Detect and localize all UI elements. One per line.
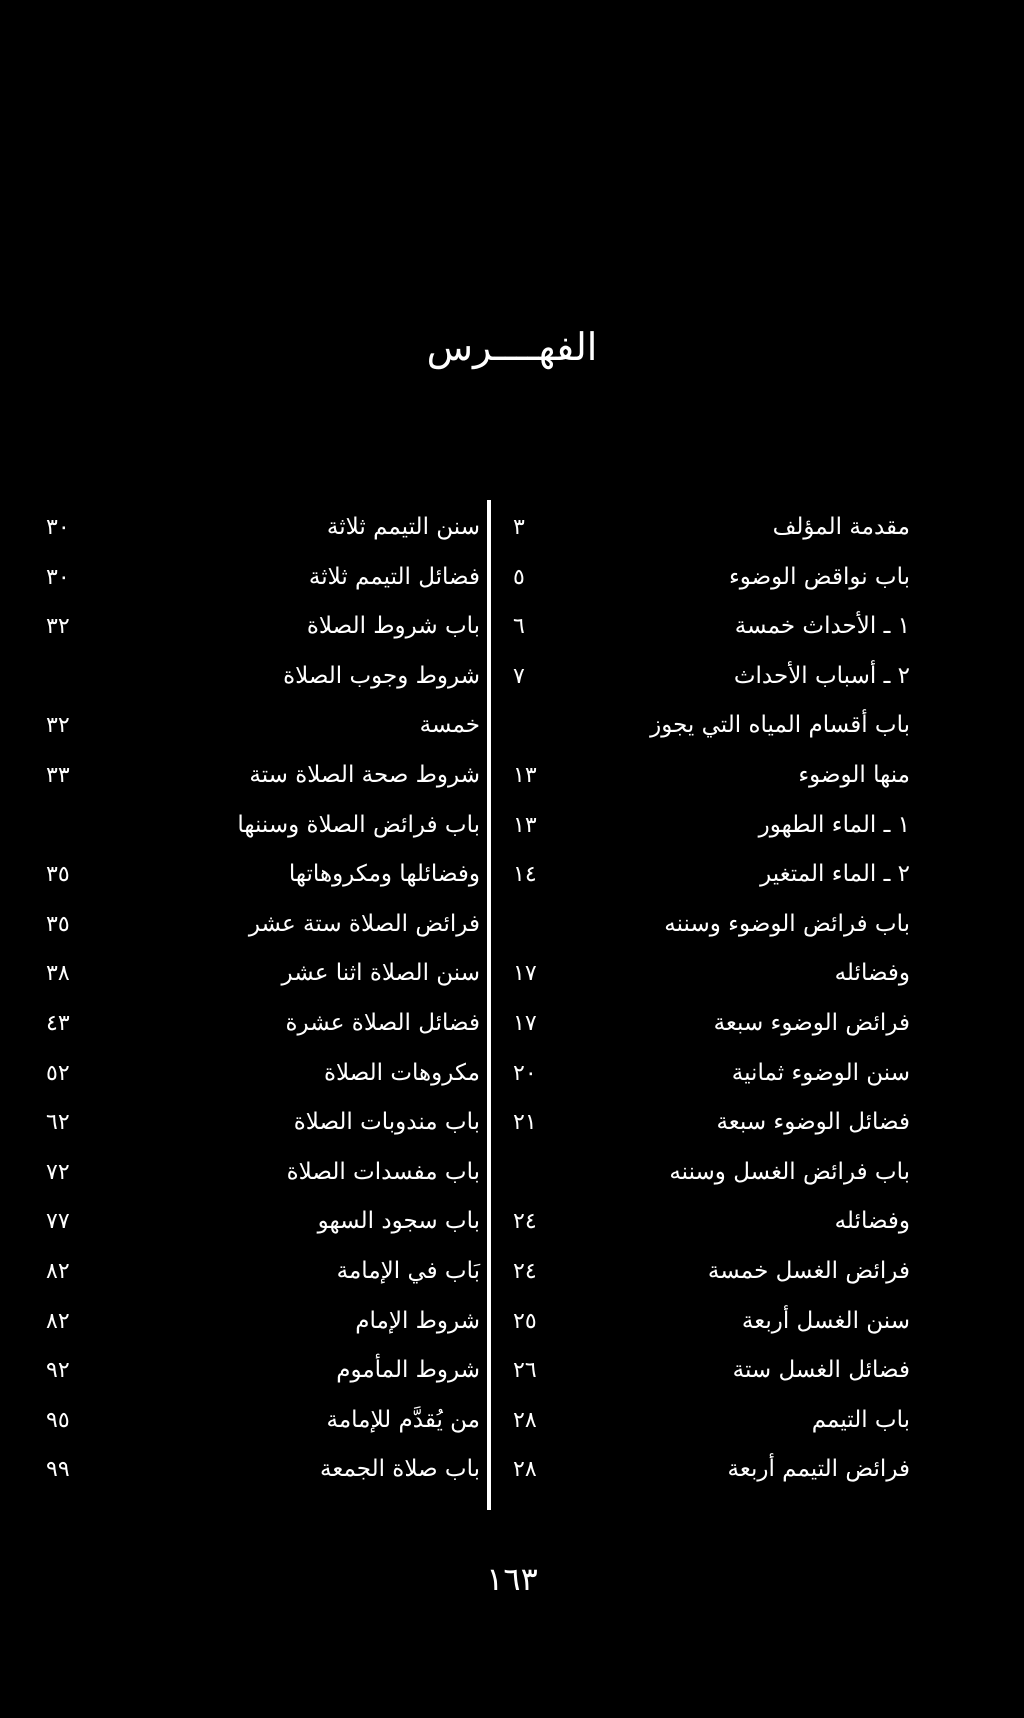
toc-entry bbox=[495, 751, 940, 801]
toc-entry-page: ٩٩ bbox=[46, 1457, 70, 1483]
toc-entry-title: مقدمة المؤلف bbox=[772, 514, 910, 540]
toc-entry-page: ٨٢ bbox=[46, 1258, 70, 1284]
toc-entry-page: ٥٢ bbox=[46, 1060, 70, 1086]
toc-entry bbox=[40, 900, 480, 950]
toc-entry bbox=[495, 701, 940, 751]
toc-entry-title: سنن الصلاة اثنا عشر bbox=[281, 960, 480, 987]
toc-entry-title: فضائل الوضوء سبعة bbox=[716, 1109, 910, 1136]
toc-entry bbox=[40, 1247, 480, 1297]
toc-entry bbox=[40, 652, 480, 702]
toc-entry-title: باب نواقض الوضوء bbox=[728, 563, 910, 590]
toc-entry-page: ٣٨ bbox=[46, 961, 70, 987]
toc-entry-page: ١٣ bbox=[513, 762, 537, 788]
toc-entry-page: ٤٣ bbox=[46, 1010, 70, 1036]
toc-entry-page: ١٤ bbox=[513, 862, 537, 888]
page-title: الفهــــرس bbox=[426, 325, 598, 369]
toc-entry-page: ٣٥ bbox=[46, 911, 70, 937]
toc-entry-page: ٢٤ bbox=[513, 1209, 537, 1235]
toc-entry bbox=[40, 1396, 480, 1446]
toc-entry-page: ٧ bbox=[513, 663, 525, 689]
toc-entry bbox=[40, 999, 480, 1049]
toc-entry-title: فرائض الصلاة ستة عشر bbox=[248, 910, 480, 937]
toc-entry-title: شروط الإمام bbox=[355, 1307, 480, 1334]
toc-entry-title: فرائض التيمم أربعة bbox=[727, 1456, 910, 1483]
toc-entry bbox=[495, 801, 940, 851]
toc-entry bbox=[495, 1247, 940, 1297]
toc-entry-title: وفضائله bbox=[834, 1208, 910, 1235]
toc-entry-page: ٢٦ bbox=[513, 1358, 537, 1384]
toc-entry-title: وفضائله bbox=[834, 960, 910, 987]
toc-entry bbox=[40, 1445, 480, 1495]
toc-entry bbox=[495, 1346, 940, 1396]
toc-entry bbox=[495, 1297, 940, 1347]
toc-right-column bbox=[495, 503, 940, 1495]
toc-entry bbox=[495, 1148, 940, 1198]
toc-entry bbox=[40, 949, 480, 999]
toc-entry-title: شروط صحة الصلاة ستة bbox=[249, 761, 480, 788]
toc-entry bbox=[40, 1297, 480, 1347]
toc-entry bbox=[495, 900, 940, 950]
toc-entry bbox=[40, 1049, 480, 1099]
toc-entry-title: شروط المأموم bbox=[336, 1357, 480, 1384]
page-number: ١٦٣ bbox=[486, 1560, 538, 1598]
toc-entry-title: ١ ـ الماء الطهور bbox=[758, 811, 910, 838]
toc-entry-title: بَاب في الإمامة bbox=[336, 1257, 480, 1284]
toc-entry-title: سنن الوضوء ثمانية bbox=[731, 1059, 910, 1086]
toc-entry-page: ١٣ bbox=[513, 812, 537, 838]
toc-entry bbox=[495, 553, 940, 603]
toc-entry-page: ٣٣ bbox=[46, 762, 70, 788]
toc-entry bbox=[40, 553, 480, 603]
toc-entry-title: فضائل الصلاة عشرة bbox=[285, 1009, 480, 1036]
toc-entry-page: ٢٠ bbox=[513, 1060, 537, 1086]
toc-entry-page: ٥ bbox=[513, 564, 525, 590]
toc-entry-page: ٣ bbox=[513, 515, 525, 540]
toc-entry-page: ٩٥ bbox=[46, 1407, 70, 1433]
toc-entry-title: ١ ـ الأحداث خمسة bbox=[734, 613, 910, 640]
toc-entry-title: خمسة bbox=[419, 712, 480, 739]
toc-entry bbox=[40, 503, 480, 553]
toc-entry-title: شروط وجوب الصلاة bbox=[283, 662, 480, 689]
toc-entry-title: من يُقدَّم للإمامة bbox=[326, 1406, 480, 1433]
toc-entry bbox=[40, 1148, 480, 1198]
toc-entry-title: باب فرائض الغسل وسننه bbox=[669, 1158, 910, 1185]
toc-entry-page: ١٧ bbox=[513, 961, 537, 987]
toc-entry-title: باب التيمم bbox=[811, 1406, 910, 1433]
toc-entry-title: باب فرائض الوضوء وسننه bbox=[664, 910, 910, 937]
toc-entry-title: فضائل التيمم ثلاثة bbox=[308, 563, 480, 590]
toc-entry-title: ٢ ـ الماء المتغير bbox=[760, 861, 910, 888]
toc-entry-title: باب سجود السهو bbox=[317, 1208, 480, 1235]
toc-entry-title: باب مفسدات الصلاة bbox=[286, 1158, 480, 1185]
toc-entry bbox=[40, 602, 480, 652]
toc-entry-page: ٣٢ bbox=[46, 713, 70, 739]
toc-entry-page: ٣٠ bbox=[46, 515, 70, 540]
toc-entry-page: ٢١ bbox=[513, 1110, 537, 1136]
toc-entry-page: ١٧ bbox=[513, 1010, 537, 1036]
toc-entry bbox=[495, 602, 940, 652]
toc-entry bbox=[495, 1049, 940, 1099]
toc-entry bbox=[495, 1445, 940, 1495]
toc-entry bbox=[495, 1396, 940, 1446]
toc-entry-title: ٢ ـ أسباب الأحداث bbox=[733, 662, 910, 689]
toc-left-column bbox=[40, 503, 480, 1495]
toc-entry bbox=[40, 701, 480, 751]
toc-entry-title: فضائل الغسل ستة bbox=[732, 1357, 910, 1384]
toc-entry-title: باب مندوبات الصلاة bbox=[293, 1109, 480, 1136]
toc-entry-title: منها الوضوء bbox=[798, 761, 910, 788]
toc-entry-title: وفضائلها ومكروهاتها bbox=[288, 861, 480, 888]
toc-entry bbox=[40, 1346, 480, 1396]
toc-entry-title: باب فرائض الصلاة وسننها bbox=[237, 811, 480, 838]
toc-entry-page: ٧٧ bbox=[46, 1209, 70, 1235]
toc-entry-page: ٢٤ bbox=[513, 1258, 537, 1284]
toc-entry bbox=[495, 652, 940, 702]
toc-entry bbox=[40, 850, 480, 900]
toc-entry bbox=[40, 751, 480, 801]
toc-entry bbox=[495, 1197, 940, 1247]
toc-entry bbox=[40, 1098, 480, 1148]
toc-entry bbox=[495, 850, 940, 900]
toc-entry bbox=[495, 999, 940, 1049]
toc-entry-page: ٢٨ bbox=[513, 1457, 537, 1483]
toc-entry-page: ٢٥ bbox=[513, 1308, 537, 1334]
toc-entry-page: ٩٢ bbox=[46, 1358, 70, 1384]
toc-entry-page: ٢٨ bbox=[513, 1407, 537, 1433]
toc-entry-page: ٨٢ bbox=[46, 1308, 70, 1334]
toc-entry-title: باب صلاة الجمعة bbox=[320, 1456, 480, 1483]
column-divider bbox=[487, 500, 491, 1510]
toc-entry bbox=[495, 1098, 940, 1148]
toc-entry-title: فرائض الغسل خمسة bbox=[707, 1257, 910, 1284]
toc-entry bbox=[40, 801, 480, 851]
toc-entry-page: ٣٢ bbox=[46, 614, 70, 640]
toc-entry-page: ٧٢ bbox=[46, 1159, 70, 1185]
toc-entry bbox=[495, 949, 940, 999]
toc-entry-page: ٣٠ bbox=[46, 564, 70, 590]
toc-entry-title: باب أقسام المياه التي يجوز bbox=[650, 712, 910, 739]
toc-entry bbox=[40, 1197, 480, 1247]
toc-entry-title: سنن التيمم ثلاثة bbox=[326, 514, 480, 540]
toc-entry-page: ٣٥ bbox=[46, 862, 70, 888]
toc-entry-title: فرائض الوضوء سبعة bbox=[713, 1009, 910, 1036]
toc-entry-title: مكروهات الصلاة bbox=[323, 1059, 480, 1086]
toc-entry-title: باب شروط الصلاة bbox=[306, 613, 480, 640]
toc-entry-page: ٦ bbox=[513, 614, 525, 640]
toc-entry-page: ٦٢ bbox=[46, 1110, 70, 1136]
toc-entry bbox=[495, 503, 940, 553]
toc-entry-title: سنن الغسل أربعة bbox=[741, 1307, 910, 1334]
